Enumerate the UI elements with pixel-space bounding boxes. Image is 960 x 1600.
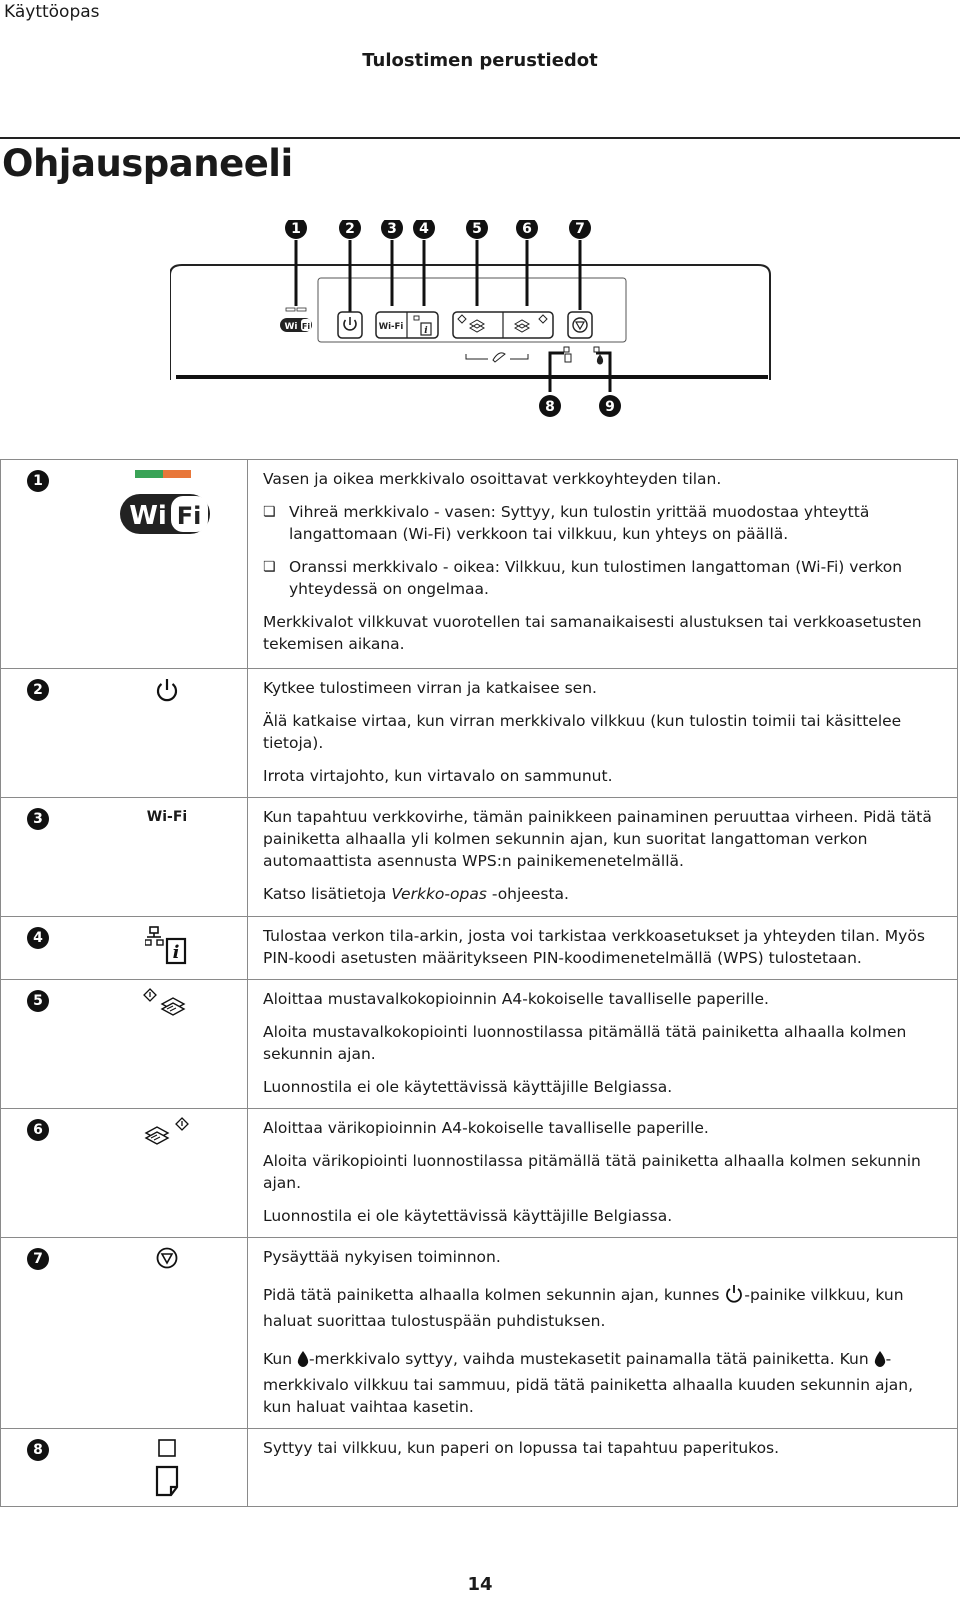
svg-text:8: 8 [545, 399, 555, 415]
header-rule [0, 137, 960, 139]
row-text: Aloita värikopiointi luonnostilassa pitämällä tätä painiketta alhaalla kolmen sekunnin ajan. [263, 1152, 921, 1192]
wifi-green-light [135, 470, 163, 478]
table-row [1, 1238, 958, 1429]
row-number-badge: 3 [27, 808, 49, 830]
svg-text:i: i [172, 942, 180, 963]
table-row [1, 980, 958, 1109]
svg-text:Wi: Wi [284, 322, 298, 332]
ink-drop-icon [874, 1350, 886, 1374]
svg-text:Fi: Fi [301, 322, 311, 331]
row-text: Vasen ja oikea merkkivalo osoittavat verkkoyhteyden tilan. [263, 470, 722, 488]
svg-text:Fi: Fi [176, 502, 202, 530]
row-text: Merkkivalot vilkkuvat vuorotellen tai samanaikaisesti alustuksen tai verkkoasetusten tekemisen aikana. [263, 613, 922, 653]
row-text: Aloita mustavalkokopiointi luonnostilassa pitämällä tätä painiketta alhaalla kolmen sekunnin ajan. [263, 1023, 907, 1063]
row-text: Pysäyttää nykyisen toiminnon. [263, 1248, 501, 1266]
row-number-badge: 4 [27, 927, 49, 949]
panel-power-button [338, 312, 362, 338]
bullet-item: ❏ Oranssi merkkivalo - oikea: Vilkkuu, kun tulostimen langattoman (Wi-Fi) verkon yhteydessä on ongelmaa. [263, 558, 903, 598]
page-title: Ohjauspaneeli [2, 142, 293, 185]
row-text: Irrota virtajohto, kun virtavalo on sammunut. [263, 767, 613, 785]
table-row [1, 1429, 958, 1507]
table-row [1, 917, 958, 980]
svg-text:3: 3 [387, 221, 397, 237]
svg-text:6: 6 [522, 221, 532, 237]
table-row [1, 460, 958, 669]
row-text: Luonnostila ei ole käytettävissä käyttäjille Belgiassa. [263, 1078, 673, 1096]
row-number-badge: 2 [27, 679, 49, 701]
row-number-badge: 1 [27, 470, 49, 492]
svg-text:Wi-Fi: Wi-Fi [378, 322, 404, 332]
row-text: Aloittaa värikopioinnin A4-kokoiselle tavalliselle paperille. [263, 1119, 709, 1137]
panel-stop-button [568, 312, 592, 338]
row-text: Luonnostila ei ole käytettävissä käyttäjille Belgiassa. [263, 1207, 673, 1225]
table-row [1, 1109, 958, 1238]
row-number-badge: 5 [27, 990, 49, 1012]
power-icon [724, 1284, 744, 1310]
panel-wifi-indicator [280, 308, 312, 332]
manual-title: Käyttöopas [4, 2, 100, 22]
svg-text:Wi: Wi [129, 501, 167, 531]
controls-table [0, 459, 958, 1507]
row-number-badge: 6 [27, 1119, 49, 1141]
panel-wifi-network-buttons [376, 312, 438, 338]
row-text: Tulostaa verkon tila-arkin, josta voi tarkistaa verkkoasetukset ja yhteyden tilan. Myös PIN-koodi asetusten määritykseen PIN-koodimenetelmällä (WPS) tulostetaan. [263, 927, 925, 967]
svg-text:7: 7 [575, 221, 585, 237]
table-row [1, 798, 958, 917]
row-number-badge: 8 [27, 1439, 49, 1461]
svg-text:1: 1 [291, 221, 301, 237]
row-text: Älä katkaise virtaa, kun virran merkkivalo vilkkuu (kun tulostin toimii tai käsittelee tietoja). [263, 712, 902, 752]
row-text: Kun tapahtuu verkkovirhe, tämän painikkeen painaminen peruuttaa virheen. Pidä tätä painiketta alhaalla yli kolmen sekunnin ajan, kun suoritat langattoman verkon automaattista asennusta WPS:n painikemenetelmällä. [263, 808, 932, 870]
panel-copy-buttons [453, 312, 553, 338]
bw-copy-icon [142, 1007, 192, 1026]
row-number-badge: 7 [27, 1248, 49, 1270]
svg-text:i: i [424, 326, 428, 336]
row-text: Syttyy tai vilkkuu, kun paperi on lopussa tai tapahtuu paperitukos. [263, 1439, 780, 1457]
checkbox-bullet-icon: ❏ [263, 559, 276, 575]
color-copy-icon [142, 1136, 192, 1155]
stop-icon [155, 1255, 179, 1274]
paper-icon [152, 1484, 182, 1503]
wifi-button-icon: Wi-Fi [146, 809, 188, 825]
row-text: Pidä tätä painiketta alhaalla kolmen sekunnin ajan, kunnes -painike vilkkuu, kun haluat suorittaa tulostuspään puhdistuksen. [263, 1286, 904, 1330]
see-also-text: Katso lisätietoja Verkko-opas -ohjeesta. [263, 885, 569, 903]
row-text: Kun -merkkivalo syttyy, vaihda mustekasetit painamalla tätä painiketta. Kun -merkkivalo vilkkuu tai sammuu, pidä tätä painiketta alhaalla kuuden sekunnin ajan, kun haluat vaihtaa kasetin. [263, 1350, 914, 1416]
panel-lower-indicators [466, 347, 603, 364]
page-number: 14 [467, 1574, 493, 1595]
section-title: Tulostimen perustiedot [362, 50, 598, 71]
wifi-indicator-icon [117, 501, 217, 542]
svg-text:5: 5 [472, 221, 482, 237]
bullet-item: ❏ Vihreä merkkivalo - vasen: Syttyy, kun tulostin yrittää muodostaa yhteyttä langattomaan (Wi-Fi) verkkoon tai vilkkuu, kun yhteys on päällä. [263, 503, 870, 543]
row-text: Kytkee tulostimeen virran ja katkaisee sen. [263, 679, 597, 697]
power-icon [154, 688, 180, 707]
row-text: Aloittaa mustavalkokopioinnin A4-kokoiselle tavalliselle paperille. [263, 990, 769, 1008]
table-row [1, 669, 958, 798]
checkbox-bullet-icon: ❏ [263, 504, 276, 520]
svg-text:2: 2 [345, 221, 355, 237]
wifi-orange-light [163, 470, 191, 478]
control-panel-diagram [170, 220, 800, 420]
ink-drop-icon [297, 1350, 309, 1374]
guide-reference: Verkko-opas [391, 885, 487, 903]
svg-text:9: 9 [605, 399, 615, 415]
svg-text:4: 4 [419, 221, 429, 237]
network-status-icon [145, 942, 189, 969]
